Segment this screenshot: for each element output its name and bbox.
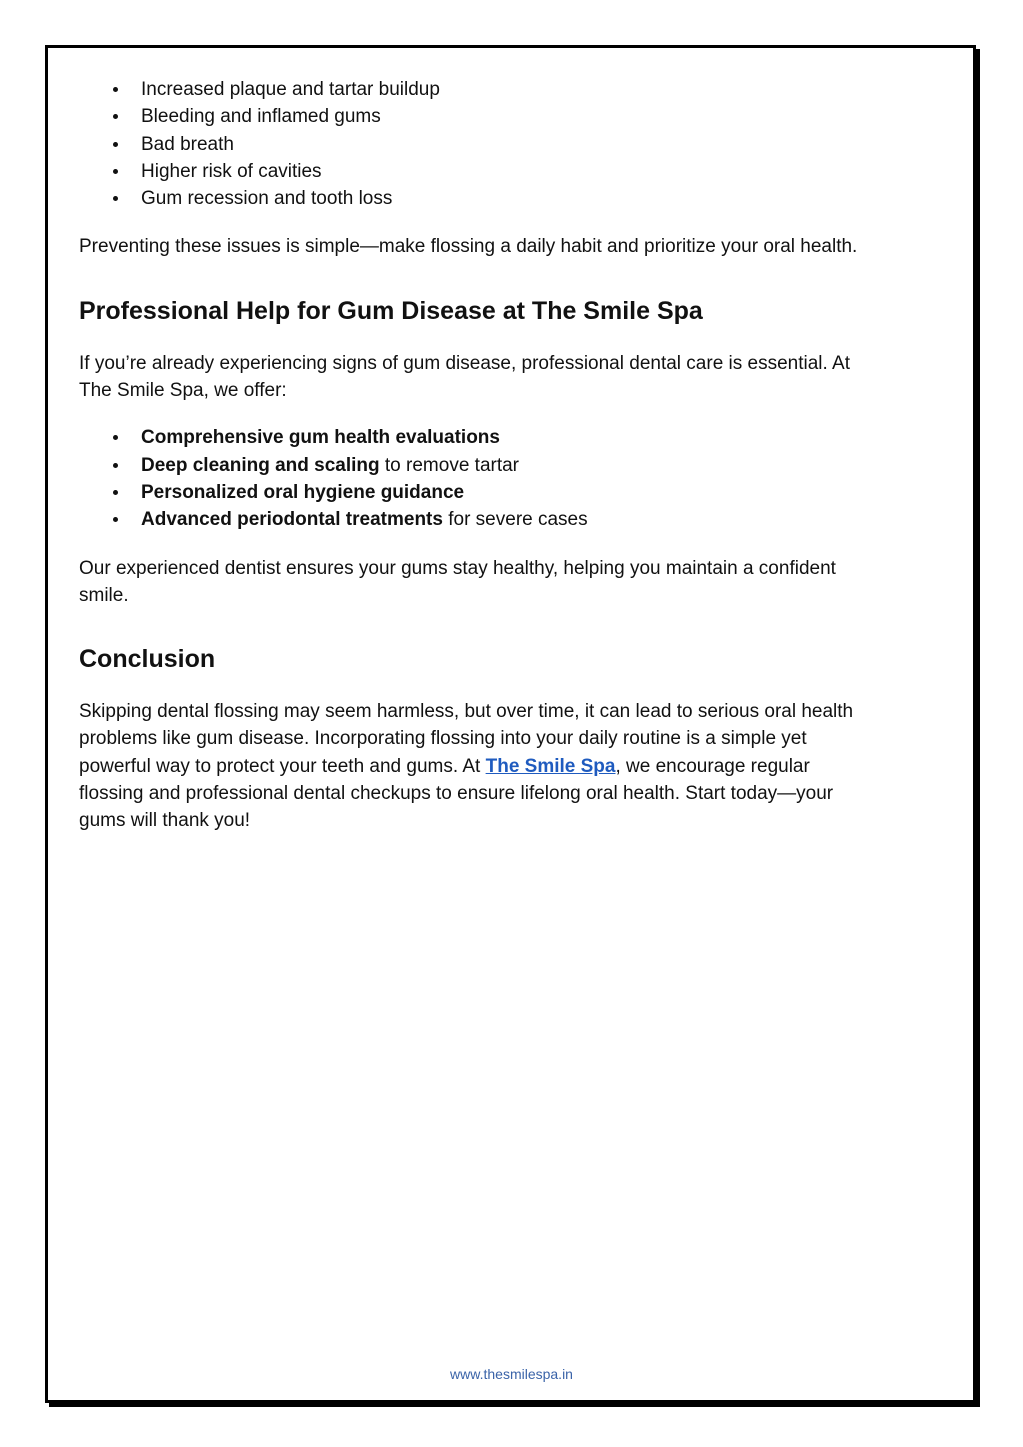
list-item: Gum recession and tooth loss — [79, 185, 869, 212]
prevent-paragraph: Preventing these issues is simple—make flossing a daily habit and prioritize your oral health. — [79, 236, 858, 258]
list-item: Bad breath — [79, 131, 869, 158]
conclusion-paragraph: Skipping dental flossing may seem harmless, but over time, it can lead to serious oral health problems like gum disease. Incorporating flossing into your daily routine is a simple yet powerful way to protect your teeth and gums. At The Smile Spa, we encourage regular flossing and professional dental checkups to ensure lifelong oral health. Start today—your gums will thank you! — [79, 701, 854, 832]
smile-spa-link[interactable]: The Smile Spa — [485, 755, 616, 777]
conclusion-heading: Conclusion — [79, 645, 216, 674]
list-item: Bleeding and inflamed gums — [79, 103, 869, 130]
bullet-icon — [113, 114, 118, 119]
bullet-icon — [113, 142, 118, 147]
list-item: Comprehensive gum health evaluations — [79, 424, 869, 451]
bullet-icon — [113, 169, 118, 174]
risk-list — [79, 76, 869, 212]
professional-heading: Professional Help for Gum Disease at The Smile Spa — [79, 296, 703, 325]
bullet-icon — [113, 196, 118, 201]
list-item: Advanced periodontal treatments for severe cases — [79, 506, 869, 533]
bullet-icon — [113, 490, 118, 495]
list-item: Higher risk of cavities — [79, 158, 869, 185]
experienced-paragraph: Our experienced dentist ensures your gums stay healthy, helping you maintain a confident smile. — [79, 557, 836, 606]
list-item: Increased plaque and tartar buildup — [79, 76, 869, 103]
list-item: Deep cleaning and scaling to remove tartar — [79, 452, 869, 479]
bullet-icon — [113, 435, 118, 440]
document-content — [79, 76, 869, 835]
list-item: Personalized oral hygiene guidance — [79, 479, 869, 506]
bullet-icon — [113, 517, 118, 522]
bullet-icon — [113, 87, 118, 92]
bullet-icon — [113, 463, 118, 468]
footer-url[interactable]: www.thesmilespa.in — [450, 1366, 573, 1382]
already-paragraph: If you’re already experiencing signs of gum disease, professional dental care is essential. At The Smile Spa, we offer: — [79, 352, 850, 402]
services-list — [79, 424, 869, 533]
